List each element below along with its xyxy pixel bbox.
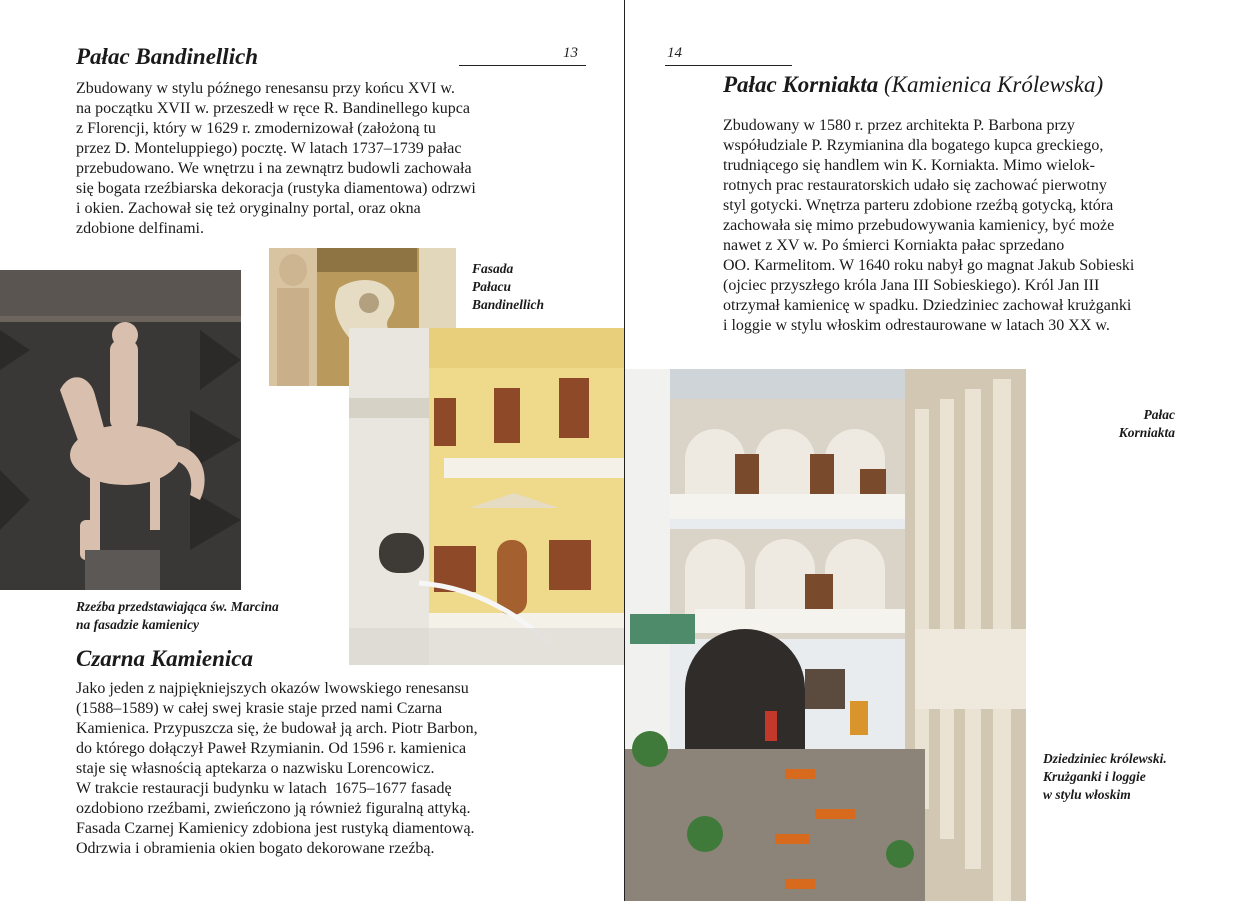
header-rule-right [665, 65, 792, 66]
page-number-right: 14 [667, 45, 682, 61]
section-title-czarna-kamienica: Czarna Kamienica [76, 646, 254, 671]
caption-facade-bandinelli: Fasada Pałacu Bandinellich [472, 261, 545, 312]
section-text-czarna-kamienica: Jako jeden z najpiękniejszych okazów lwowskiego renesansu (1588–1589) w całej swej krasie staje przed nami Czarna Kamienica. Przypuszcza się, że budował ją arch. Piotr Barbon, do którego dołączył Paweł Rzymianin. Od 1596 r. kamienica staje się własnością aptekarza o nazwisku Lorencowicz. W trakcie restauracji budynku w latach 1675–1677 fasadę ozdobiono rzeźbami, zwieńczono ją również figuralną attyką. Fasada Czarnej Kamienicy zdobiona jest rustyką diamentową. Odrzwia i obramienia okien bogato dekorowane rzeźbą. [76, 680, 478, 857]
caption-st-martin-sculpture: Rzeźba przedstawiająca św. Marcina na fasadzie kamienicy [76, 599, 279, 632]
section-text-bandinelli: Zbudowany w stylu późnego renesansu przy końcu XVI w. na początku XVII w. przeszedł w ręce R. Bandinellego kupca z Florencji, który w 1629 r. zmodernizował (założoną tu przez D. Monteluppiego) pocztę. W latach 1737–1739 pałac przebudowano. We wnętrzu i na zewnątrz budowli zachowała się bogata rzeźbiarska dekoracja (rustyka diamentowa) odrzwi i okien. Zachował się też oryginalny portal, oraz okna zdobione delfinami. [76, 80, 476, 237]
photo-bandinelli-facade [349, 328, 624, 665]
photo-st-martin-sculpture [0, 270, 241, 590]
photo-royal-courtyard [625, 369, 1026, 901]
caption-royal-courtyard: Dziedziniec królewski. Krużganki i loggie w stylu włoskim [1043, 751, 1167, 802]
section-text-korniakt: Zbudowany w 1580 r. przez architekta P. Barbona przy współudziale P. Rzymianina dla bogatego kupca greckiego, trudniącego się handlem win K. Korniakta. Mimo wielok- rotnych prac restauratorskich udało się zachować pierwotny styl gotycki. Wnętrza parteru zdobione rzeźbą gotycką, która zachowała się mimo przebudowywania kamienicy, być może nawet z XV w. Po śmierci Korniakta pałac sprzedano OO. Karmelitom. W 1640 roku nabył go magnat Jakub Sobieski (ojciec przyszłego króla Jana III Sobieskiego). Król Jan III otrzymał kamienicę w spadku. Dziedziniec zachował krużganki i loggie w stylu włoskim odrestaurowane w latach 30 XX w. [723, 117, 1135, 334]
header-rule-left [459, 65, 586, 66]
title-main: Pałac Korniakta [723, 72, 879, 97]
section-title-korniakt [723, 72, 1103, 98]
page-number-left: 13 [563, 45, 578, 61]
caption-palace-korniakt: Pałac Korniakta [1118, 407, 1175, 440]
section-title-bandinelli: Pałac Bandinellich [76, 44, 259, 69]
title-subtitle: (Kamienica Królewska) [884, 72, 1104, 97]
